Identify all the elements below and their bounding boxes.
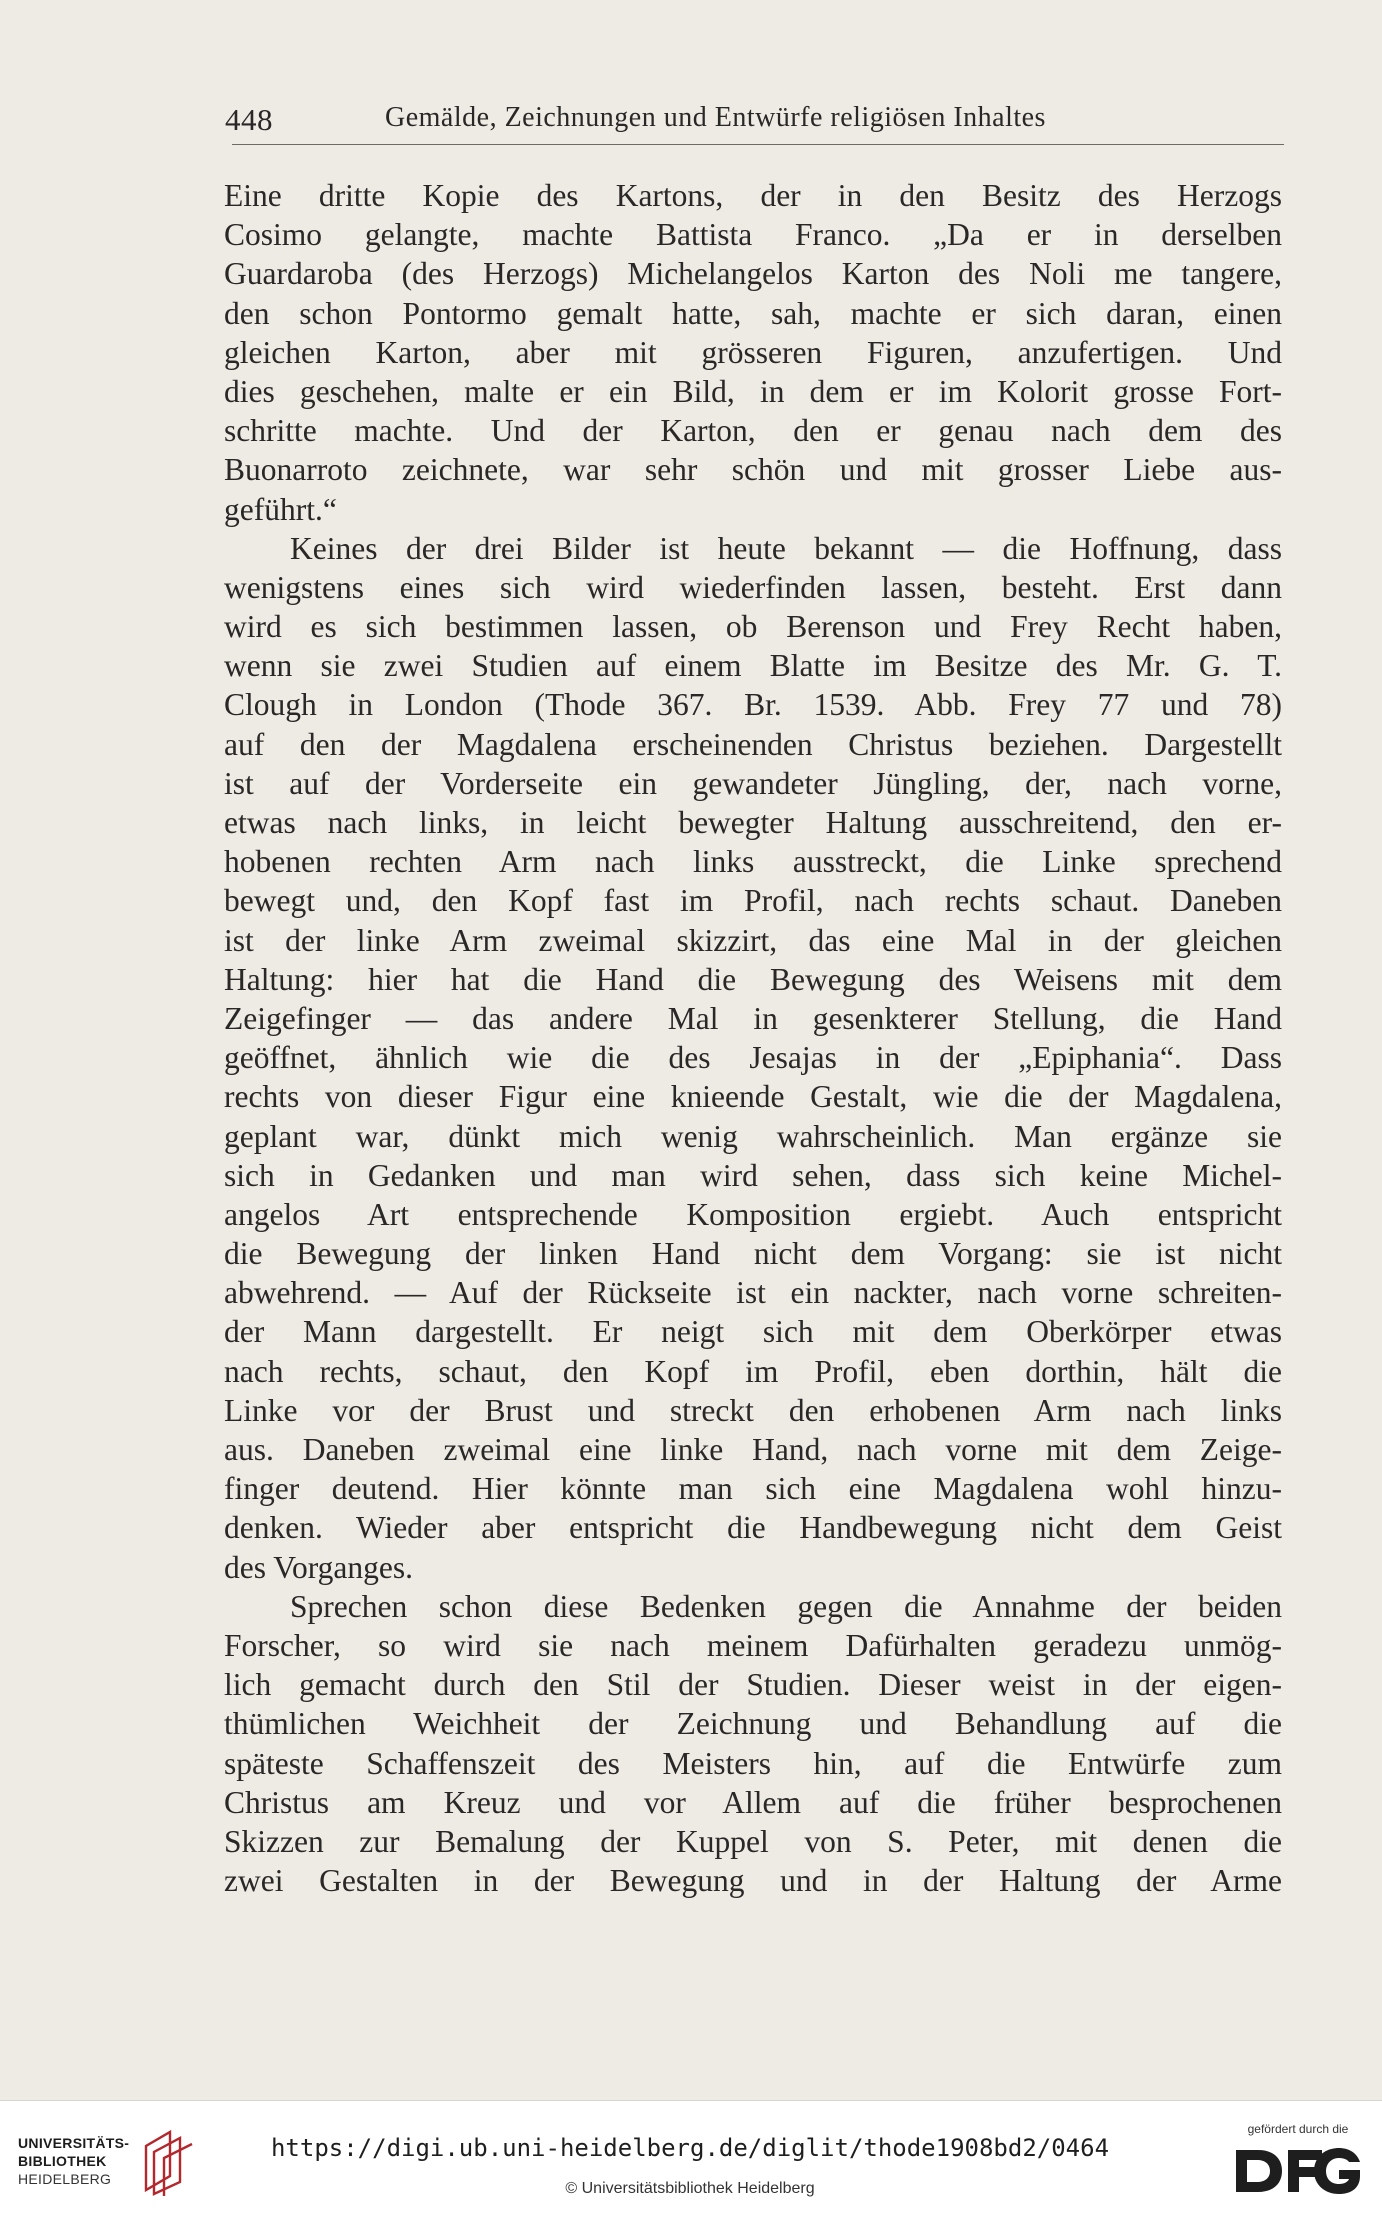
text-line: gleichen Karton, aber mit grösseren Figuren, anzufertigen. Und: [224, 334, 1282, 370]
text-line: Haltung: hier hat die Hand die Bewegung des Weisens mit dem: [224, 961, 1282, 997]
text-line: nach rechts, schaut, den Kopf im Profil, eben dorthin, hält die: [224, 1353, 1282, 1389]
text-line: des Vorganges.: [224, 1549, 413, 1585]
text-line: Buonarroto zeichnete, war sehr schön und mit grosser Liebe aus-: [224, 452, 1282, 488]
text-line: Forscher, so wird sie nach meinem Dafürhalten geradezu unmög-: [224, 1627, 1282, 1663]
text-line: rechts von dieser Figur eine knieende Gestalt, wie die der Magdalena,: [224, 1079, 1282, 1115]
text-line: auf den der Magdalena erscheinenden Christus beziehen. Dargestellt: [224, 726, 1282, 762]
text-line: aus. Daneben zweimal eine linke Hand, nach vorne mit dem Zeige-: [224, 1432, 1282, 1467]
text-line: ist auf der Vorderseite ein gewandeter Jüngling, der, nach vorne,: [224, 765, 1282, 801]
text-line: Clough in London (Thode 367. Br. 1539. Abb. Frey 77 und 78): [224, 687, 1282, 723]
text-line: den schon Pontormo gemalt hatte, sah, machte er sich daran, einen: [224, 295, 1282, 331]
text-line: bewegt und, den Kopf fast im Profil, nach rechts schaut. Daneben: [224, 883, 1282, 919]
text-line: Christus am Kreuz und vor Allem auf die früher besprochenen: [224, 1784, 1282, 1820]
text-line: schritte machte. Und der Karton, den er genau nach dem des: [224, 413, 1282, 449]
text-line: denken. Wieder aber entspricht die Handbewegung nicht dem Geist: [224, 1510, 1282, 1546]
library-city: HEIDELBERG: [18, 2171, 112, 2187]
header-rule: [232, 144, 1284, 145]
text-line: der Mann dargestellt. Er neigt sich mit dem Oberkörper etwas: [224, 1314, 1282, 1350]
running-head: [225, 98, 1287, 146]
footer-url-link[interactable]: https://digi.ub.uni-heidelberg.de/diglit/thode1908bd2/0464: [270, 2134, 1110, 2162]
dfg-logo-icon: [1232, 2142, 1364, 2200]
text-line: Skizzen zur Bemalung der Kuppel von S. Peter, mit denen die: [224, 1823, 1282, 1859]
text-line: hobenen rechten Arm nach links ausstreckt, die Linke sprechend: [224, 844, 1282, 880]
text-line: geöffnet, ähnlich wie die des Jesajas in der „Epiphania“. Dass: [224, 1040, 1282, 1076]
text-line: Guardaroba (des Herzogs) Michelangelos Karton des Noli me tangere,: [224, 256, 1282, 292]
text-line: Cosimo gelangte, machte Battista Franco. „Da er in derselben: [224, 217, 1282, 253]
text-line: zwei Gestalten in der Bewegung und in der Haltung der Arme: [224, 1863, 1282, 1899]
text-line: geplant war, dünkt mich wenig wahrscheinlich. Man ergänze sie: [224, 1118, 1282, 1154]
text-line: Linke vor der Brust und streckt den erhobenen Arm nach links: [224, 1392, 1282, 1428]
text-line: Keines der drei Bilder ist heute bekannt — die Hoffnung, dass: [290, 530, 1282, 566]
page-number: 448: [225, 102, 273, 137]
text-line: Zeigefinger — das andere Mal in gesenkterer Stellung, die Hand: [224, 1000, 1282, 1036]
text-line: lich gemacht durch den Stil der Studien. Dieser weist in der eigen-: [224, 1667, 1282, 1703]
library-name-line: BIBLIOTHEK: [18, 2153, 107, 2169]
text-line: abwehrend. — Auf der Rückseite ist ein nackter, nach vorne schreiten-: [224, 1275, 1282, 1311]
text-line: angelos Art entsprechende Komposition ergiebt. Auch entspricht: [224, 1196, 1282, 1232]
footer-divider: [0, 2100, 1382, 2101]
text-line: wenn sie zwei Studien auf einem Blatte im Besitze des Mr. G. T.: [224, 648, 1282, 684]
library-name-line: UNIVERSITÄTS-: [18, 2135, 130, 2151]
text-line: wenigstens eines sich wird wiederfinden lassen, besteht. Erst dann: [224, 569, 1282, 605]
text-line: finger deutend. Hier könnte man sich eine Magdalena wohl hinzu-: [224, 1471, 1282, 1507]
text-line: späteste Schaffenszeit des Meisters hin, auf die Entwürfe zum: [224, 1745, 1282, 1781]
text-line: Sprechen schon diese Bedenken gegen die Annahme der beiden: [290, 1588, 1282, 1624]
text-line: ist der linke Arm zweimal skizzirt, das eine Mal in der gleichen: [224, 922, 1282, 958]
library-logo[interactable]: [18, 2128, 198, 2198]
text-line: die Bewegung der linken Hand nicht dem Vorgang: sie ist nicht: [224, 1236, 1282, 1272]
text-line: wird es sich bestimmen lassen, ob Berenson und Frey Recht haben,: [224, 609, 1282, 645]
dfg-funder[interactable]: [1228, 2122, 1368, 2204]
footer-copyright: © Universitätsbibliothek Heidelberg: [565, 2180, 815, 2197]
text-line: geführt.“: [224, 491, 337, 527]
text-line: Eine dritte Kopie des Kartons, der in den Besitz des Herzogs: [224, 178, 1282, 213]
text-line: thümlichen Weichheit der Zeichnung und Behandlung auf die: [224, 1706, 1282, 1742]
library-name: [18, 2134, 129, 2188]
text-line: etwas nach links, in leicht bewegter Haltung ausschreitend, den er-: [224, 805, 1282, 840]
running-title: Gemälde, Zeichnungen und Entwürfe religiösen Inhaltes: [385, 102, 1046, 133]
text-line: sich in Gedanken und man wird sehen, dass sich keine Michel-: [224, 1157, 1282, 1193]
library-mark-icon: [140, 2128, 202, 2198]
body-text: [224, 176, 1282, 1900]
funder-caption: gefördert durch die: [1247, 2122, 1349, 2136]
text-line: dies geschehen, malte er ein Bild, in dem er im Kolorit grosse Fort-: [224, 373, 1282, 409]
